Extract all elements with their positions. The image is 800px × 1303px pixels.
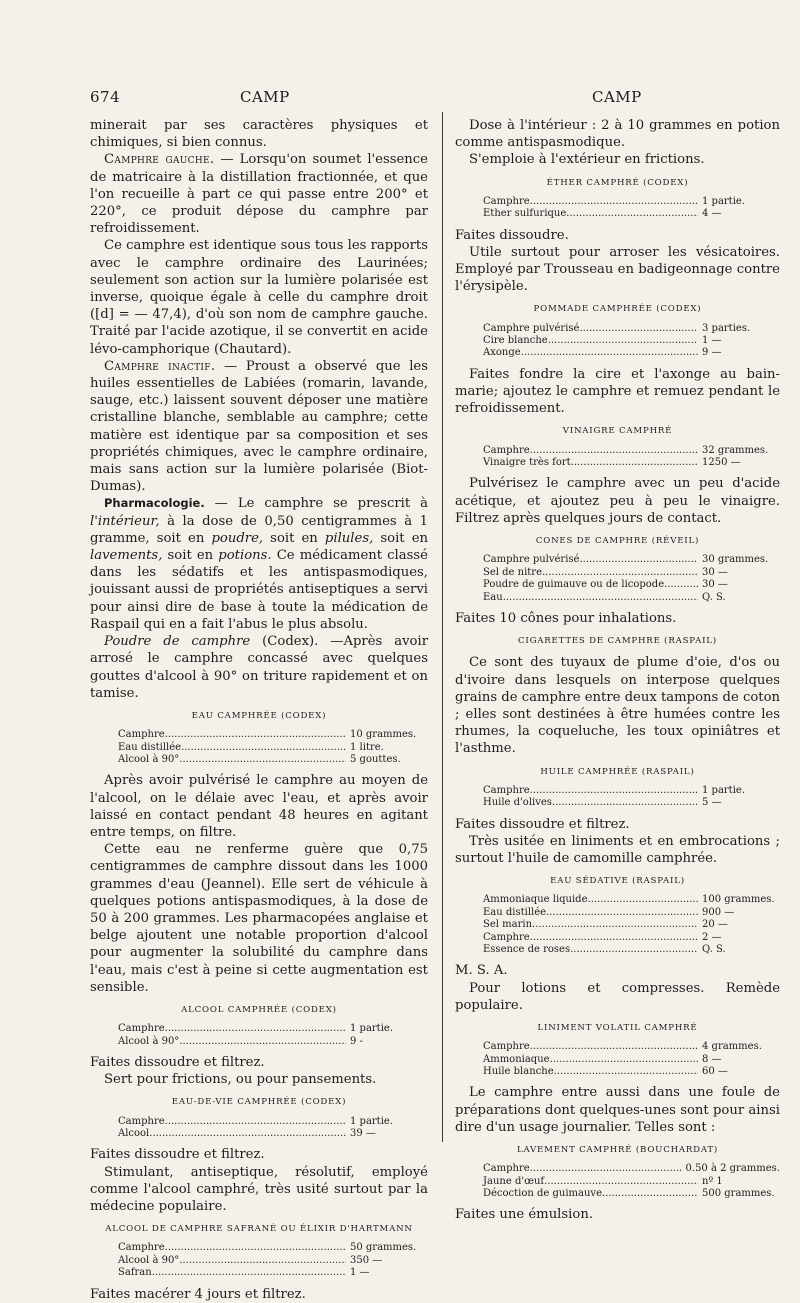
recipe-title: ALCOOL CAMPHRÉE (CODEX): [181, 1004, 337, 1015]
recipe-list: [118, 1116, 428, 1141]
leader-dots: [579, 323, 698, 335]
ingredient-name: Camphre pulvérisé: [483, 322, 580, 334]
page-number: 674: [90, 88, 121, 106]
ingredient-quantity: 900 —: [702, 906, 735, 918]
ingredient-name: Eau: [483, 591, 503, 603]
ingredient-quantity: Q. S.: [702, 944, 726, 955]
recipe-row: [118, 1128, 428, 1140]
recipe-row: [483, 1163, 780, 1175]
paragraph: Faites une émulsion.: [455, 1207, 594, 1223]
ingredient-quantity: 3 parties.: [702, 322, 751, 334]
recipe-title: CIGARETTES DE CAMPHRE (RASPAIL): [518, 636, 717, 647]
paragraph: Faites macérer 4 jours et filtrez.: [90, 1286, 306, 1302]
ingredient-name: Décoction de guimauve: [483, 1188, 603, 1200]
ingredient-name: Ammoniaque liquide: [483, 894, 588, 906]
paragraph: Faites dissoudre.: [455, 227, 569, 243]
ingredient-quantity: 9 -: [350, 1035, 363, 1047]
leader-dots: [566, 208, 698, 220]
leader-dots: [571, 457, 698, 469]
recipe-list: [118, 1242, 428, 1279]
leader-dots: [181, 742, 346, 754]
paragraph: Faites dissoudre et filtrez.: [90, 1054, 265, 1070]
paragraph: Ce sont des tuyaux de plume d'oie, d'os ou d'ivoire dans lesquels on interpose quelques grains de camphre entre deux tampons de coton ; elles sont destinées à être humées contre les rhumes, la coqueluche, les toux opiniâtres et l'asthme.: [455, 655, 780, 757]
recipe-row: [483, 323, 780, 335]
ingredient-name: Alcool: [118, 1128, 150, 1139]
recipe-row: [483, 208, 780, 220]
recipe-title: EAU-DE-VIE CAMPHRÉE (CODEX): [171, 1097, 347, 1108]
recipe-row: [483, 554, 780, 566]
ingredient-quantity: 2 —: [702, 931, 722, 943]
running-head-right: CAMP: [592, 88, 642, 106]
paragraph: Poudre de camphre (Codex). —Après avoir arrosé le camphre concassé avec quelques gouttes d'alcool à 90° on triture rapidement et on tamise.: [90, 634, 428, 701]
leader-dots: [179, 1255, 346, 1267]
leader-dots: [530, 1163, 682, 1175]
paragraph: Camphre gauche. — Lorsqu'on soumet l'essence de matricaire à la distillation fractionnée, et que l'on recueille à part ce qui passe entre 200° et 220°, ce produit dépose du camphre par refroidissement.: [90, 152, 428, 237]
recipe-row: [483, 445, 780, 457]
ingredient-quantity: 4 grammes.: [702, 1041, 762, 1053]
paragraph: Pharmacologie. — Le camphre se prescrit à l'intérieur, à la dose de 0,50 centigrammes à 1 gramme, soit en poudre, soit en pilules, soit en lavements, soit en potions. Ce médicament classé dans les sédatifs et les antispasmodiques, jouissant aussi de propriétés antiseptiques a servi pour ainsi dire de base à toute la médication de Raspail qui en a fait l'abus le plus absolu.: [90, 496, 429, 632]
recipe-title: CONES DE CAMPHRE (RÉVEIL): [535, 536, 700, 547]
ingredient-name: Jaune d'œuf: [483, 1175, 545, 1187]
ingredient-name: Camphre pulvérisé: [483, 554, 580, 566]
ingredient-name: Vinaigre très fort: [483, 457, 571, 469]
paragraph: Sert pour frictions, ou pour pansements.: [104, 1072, 377, 1088]
ingredient-quantity: 32 grammes.: [702, 444, 769, 456]
ingredient-name: Sel marin: [483, 919, 533, 931]
recipe-list: [483, 1041, 780, 1078]
ingredient-name: Camphre: [483, 1163, 530, 1175]
recipe-row: [483, 944, 780, 956]
ingredient-name: Essence de roses: [483, 944, 571, 955]
recipe-list: [118, 1023, 428, 1048]
leader-dots: [570, 944, 698, 956]
leader-dots: [152, 1267, 346, 1279]
recipe-row: [483, 457, 780, 469]
recipe-row: [483, 579, 780, 591]
section-head: Camphre inactif.: [104, 358, 216, 374]
paragraph: Faites 10 cônes pour inhalations.: [455, 610, 677, 626]
ingredient-quantity: 1 —: [350, 1267, 370, 1279]
ingredient-quantity: 60 —: [702, 1066, 728, 1078]
leader-dots: [179, 1036, 346, 1048]
ingredient-name: Eau distillée: [483, 906, 547, 918]
recipe-list: [483, 894, 780, 956]
recipe-title: POMMADE CAMPHRÉE (CODEX): [533, 304, 702, 315]
recipe-row: [118, 729, 428, 741]
ingredient-name: Ammoniaque: [483, 1053, 550, 1065]
recipe-row: [483, 335, 780, 347]
paragraph: Camphre inactif. — Proust a observé que les huiles essentielles de Labiées (romarin, lavande, sauge, etc.) laissent souvent déposer une matière cristalline blanche, semblable au camphre; cette matière est identique par sa composition et ses propriétés chimiques, avec le camphre ordinaire, mais sans action sur la lumière polarisée (Biot-Dumas).: [90, 358, 429, 495]
recipe-row: [483, 907, 780, 919]
ingredient-quantity: 1 partie.: [350, 1115, 393, 1127]
leader-dots: [149, 1128, 346, 1140]
ingredient-quantity: 39 —: [350, 1128, 376, 1139]
recipe-row: [118, 1242, 428, 1254]
column-divider: [442, 112, 443, 1142]
paragraph: M. S. A.: [455, 963, 508, 979]
recipe-row: [483, 567, 780, 579]
ingredient-quantity: 50 grammes.: [350, 1242, 417, 1254]
leader-dots: [552, 797, 698, 809]
paragraph: Après avoir pulvérisé le camphre au moyen de l'alcool, on le délaie avec l'eau, et après avoir laissé en contact pendant 48 heures en agitant entre temps, on filtre.: [90, 773, 428, 840]
ingredient-name: Sel de nitre: [483, 566, 542, 578]
leader-dots: [165, 729, 346, 741]
recipe-row: [118, 1116, 428, 1128]
paragraph: Pour lotions et compresses. Remède populaire.: [455, 980, 780, 1013]
ingredient-name: Axonge: [483, 347, 521, 359]
recipe-list: [118, 729, 428, 766]
recipe-row: [118, 754, 428, 766]
leader-dots: [530, 932, 698, 944]
leader-dots: [588, 894, 698, 906]
leader-dots: [165, 1116, 346, 1128]
leader-dots: [503, 592, 698, 604]
recipe-row: [118, 1036, 428, 1048]
recipe-title: LINIMENT VOLATIL CAMPHRÉ: [537, 1023, 698, 1034]
recipe-row: [483, 932, 780, 944]
recipe-row: [118, 1023, 428, 1035]
ingredient-name: Alcool à 90°: [118, 1254, 180, 1266]
ingredient-quantity: 100 grammes.: [702, 894, 775, 906]
ingredient-name: Ether sulfurique: [483, 208, 567, 220]
leader-dots: [530, 196, 698, 208]
ingredient-quantity: 1 litre.: [350, 741, 384, 753]
ingredient-quantity: 1 partie.: [350, 1023, 393, 1035]
recipe-title: ALCOOL DE CAMPHRE SAFRANÉ OU ÉLIXIR D'HARTMANN: [105, 1224, 413, 1235]
leader-dots: [579, 554, 698, 566]
paragraph: Faites dissoudre et filtrez.: [90, 1147, 265, 1163]
recipe-row: [483, 1054, 780, 1066]
section-head: Pharmacologie.: [104, 496, 205, 511]
ingredient-name: Camphre: [118, 1242, 165, 1254]
ingredient-name: Camphre: [118, 1023, 165, 1035]
ingredient-quantity: 1 partie.: [702, 195, 745, 207]
recipe-row: [483, 1176, 780, 1188]
ingredient-quantity: 5 gouttes.: [350, 753, 401, 765]
ingredient-quantity: 350 —: [350, 1254, 383, 1266]
recipe-list: [483, 196, 780, 221]
ingredient-name: Camphre: [483, 444, 530, 456]
paragraph: Cette eau ne renferme guère que 0,75 centigrammes de camphre dissout dans les 1000 grammes d'eau (Jeannel). Elle sert de véhicule à quelques potions antispasmodiques, à la dose de 50 à 200 grammes. Les pharmacopées anglaise et belge ajoutent une notable proportion d'alcool pour augmenter la solubilité du camphre dans l'eau, mais c'est à peine si cette augmentation est sensible.: [90, 842, 428, 995]
recipe-list: [483, 785, 780, 810]
recipe-row: [118, 1255, 428, 1267]
ingredient-quantity: 30 —: [702, 566, 728, 578]
leader-dots: [548, 335, 698, 347]
recipe-list: [483, 445, 780, 470]
recipe-title: LAVEMENT CAMPHRÉ (BOUCHARDAT): [516, 1145, 719, 1156]
recipe-row: [483, 347, 780, 359]
ingredient-name: Camphre: [483, 931, 530, 943]
recipe-row: [483, 1188, 780, 1200]
paragraph: Faites dissoudre et filtrez.: [455, 816, 630, 832]
ingredient-quantity: 500 grammes.: [702, 1188, 775, 1200]
ingredient-quantity: 8 —: [702, 1053, 722, 1065]
recipe-row: [483, 894, 780, 906]
recipe-row: [483, 919, 780, 931]
recipe-list: [483, 554, 780, 604]
ingredient-quantity: 4 —: [702, 208, 722, 220]
paragraph: minerait par ses caractères physiques et chimiques, si bien connus.: [90, 118, 428, 151]
ingredient-name: Alcool à 90°: [118, 753, 180, 765]
recipe-list: [483, 323, 780, 360]
recipe-row: [483, 196, 780, 208]
leader-dots: [530, 445, 698, 457]
paragraph: Utile surtout pour arroser les vésicatoires. Employé par Trousseau en badigeonnage contre l'érysipèle.: [455, 244, 780, 295]
paragraph: Ce camphre est identique sous tous les rapports avec le camphre ordinaire des Laurinées; seulement son action sur la lumière polarisée est inverse, quoique égale à celle du camphre droit ([d] = — 47,4), d'où son nom de camphre gauche. Traité par l'acide azotique, il se convertit en acide lévo-camphorique (Chautard).: [90, 238, 428, 357]
ingredient-name: Camphre: [118, 1115, 165, 1127]
paragraph: Dose à l'intérieur : 2 à 10 grammes en potion comme antispasmodique.: [455, 118, 780, 151]
recipe-title: ÉTHER CAMPHRÉ (CODEX): [546, 177, 689, 188]
paragraph: Très usitée en liniments et en embrocations ; surtout l'huile de camomille camphrée.: [455, 833, 780, 866]
ingredient-name: Alcool à 90°: [118, 1035, 180, 1047]
ingredient-quantity: 20 —: [702, 919, 728, 931]
ingredient-name: Huile blanche: [483, 1066, 554, 1078]
ingredient-name: Camphre: [483, 784, 530, 796]
right-column: [455, 117, 780, 1224]
leader-dots: [546, 907, 698, 919]
paragraph: Pulvérisez le camphre avec un peu d'acide acétique, et ajoutez peu à peu le vinaigre. Filtrez après quelques jours de contact.: [455, 476, 780, 526]
ingredient-name: Cire blanche: [483, 335, 548, 347]
leader-dots: [664, 579, 698, 591]
section-head: Camphre gauche.: [104, 152, 215, 168]
ingredient-name: Camphre: [483, 195, 530, 207]
ingredient-name: Camphre: [483, 1041, 530, 1053]
ingredient-quantity: 30 grammes.: [702, 554, 769, 566]
leader-dots: [530, 1041, 698, 1053]
leader-dots: [521, 347, 698, 359]
leader-dots: [179, 754, 346, 766]
ingredient-name: Huile d'olives: [483, 797, 552, 809]
running-head-left: CAMP: [240, 88, 290, 106]
ingredient-quantity: 10 grammes.: [350, 729, 417, 741]
ingredient-quantity: 5 —: [702, 797, 722, 809]
leader-dots: [165, 1023, 346, 1035]
ingredient-quantity: 1 —: [702, 335, 722, 347]
recipe-row: [483, 785, 780, 797]
paragraph: Stimulant, antiseptique, résolutif, employé comme l'alcool camphré, très usité surtout par la médecine populaire.: [90, 1164, 428, 1215]
paragraph: Faites fondre la cire et l'axonge au bain-marie; ajoutez le camphre et remuez pendant le refroidissement.: [455, 366, 780, 417]
recipe-title: EAU SÉDATIVE (RASPAIL): [550, 876, 685, 887]
leader-dots: [542, 567, 698, 579]
leader-dots: [532, 919, 698, 931]
paragraph: Le camphre entre aussi dans une foule de préparations dont quelques-unes sont pour ainsi dire d'un usage journalier. Telles sont :: [455, 1085, 780, 1135]
paragraph: S'emploie à l'extérieur en frictions.: [469, 152, 705, 168]
recipe-row: [483, 1041, 780, 1053]
recipe-row: [483, 1066, 780, 1078]
ingredient-quantity: 9 —: [702, 347, 722, 359]
leader-dots: [554, 1066, 698, 1078]
leader-dots: [550, 1054, 698, 1066]
recipe-row: [483, 592, 780, 604]
ingredient-name: Eau distillée: [118, 741, 182, 753]
ingredient-name: Camphre: [118, 729, 165, 741]
ingredient-quantity: 30 —: [702, 579, 728, 591]
leader-dots: [530, 785, 698, 797]
recipe-title: VINAIGRE CAMPHRÉ: [562, 426, 673, 437]
ingredient-quantity: 1 partie.: [702, 784, 745, 796]
ingredient-quantity: nº 1: [702, 1175, 723, 1187]
leader-dots: [544, 1176, 698, 1188]
leader-dots: [165, 1242, 346, 1254]
ingredient-name: Safran: [118, 1267, 152, 1279]
recipe-row: [483, 797, 780, 809]
ingredient-quantity: 1250 —: [702, 457, 741, 469]
recipe-title: EAU CAMPHRÉE (CODEX): [191, 710, 327, 721]
ingredient-quantity: 0.50 à 2 grammes.: [685, 1163, 780, 1175]
leader-dots: [602, 1188, 698, 1200]
ingredient-name: Poudre de guimauve ou de licopode: [483, 579, 665, 591]
recipe-list: [483, 1163, 780, 1200]
recipe-title: HUILE CAMPHRÉE (RASPAIL): [540, 766, 695, 777]
left-column: [90, 117, 428, 1303]
recipe-row: [118, 742, 428, 754]
ingredient-quantity: Q. S.: [702, 591, 726, 603]
recipe-row: [118, 1267, 428, 1279]
